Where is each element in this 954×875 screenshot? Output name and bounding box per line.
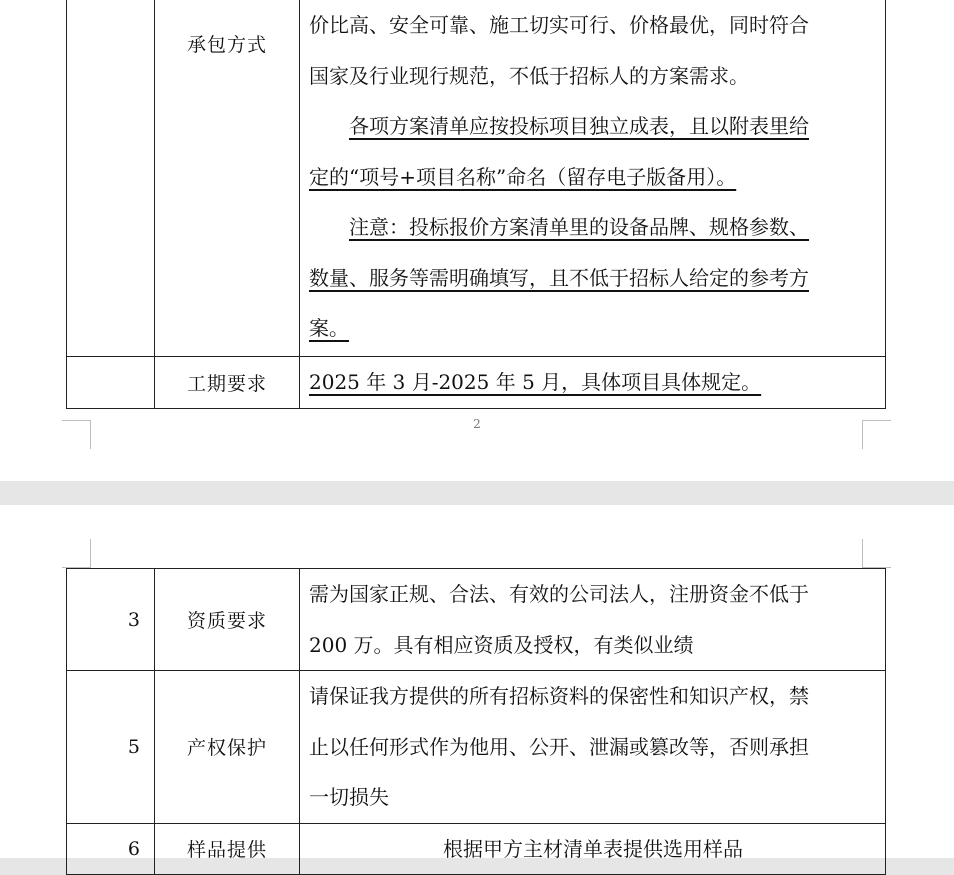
contract-line-2: 国家及行业现行规范，不低于招标人的方案需求。 (309, 63, 749, 88)
qualification-content (300, 569, 886, 671)
cell-empty-num-2 (67, 357, 155, 409)
contract-method-content (300, 0, 886, 357)
contract-para3-line-2: 数量、服务等需明确填写，且不低于招标人给定的参考方 (309, 265, 809, 290)
contract-para-2 (309, 101, 877, 152)
table-row (67, 671, 886, 824)
row-number: 3 (67, 569, 155, 671)
table-row-contract (67, 0, 886, 357)
qualification-line-1: 需为国家正规、合法、有效的公司法人，注册资金不低于 (309, 582, 809, 606)
label-samples: 样品提供 (155, 823, 300, 875)
table-row (67, 569, 886, 671)
ip-protection-content (300, 671, 886, 824)
page-corner-mark (862, 539, 891, 568)
contract-para2-line-2: 定的“项号+项目名称”命名（留存电子版备用）。 (309, 164, 737, 189)
ip-line-3: 一切损失 (309, 785, 389, 809)
qualification-line-2: 200 万。具有相应资质及授权，有类似业绩 (309, 632, 694, 657)
contract-para3-line-3: 案。 (309, 316, 349, 340)
label-ip-protection: 产权保护 (155, 671, 300, 824)
label-contract-method: 承包方式 (155, 0, 300, 357)
label-qualification: 资质要求 (155, 569, 300, 671)
samples-content: 根据甲方主材清单表提供选用样品 (300, 823, 886, 875)
construction-period-content (300, 357, 886, 409)
requirements-table (66, 568, 886, 875)
page-corner-mark (62, 539, 91, 568)
contract-para3-line-1: 注意：投标报价方案清单里的设备品牌、规格参数、 (349, 215, 809, 239)
contract-para-3b (309, 253, 877, 304)
document-page-2 (0, 505, 954, 862)
ip-line-1: 请保证我方提供的所有招标资料的保密性和知识产权，禁 (309, 684, 809, 708)
contract-para-3 (309, 202, 877, 253)
cell-empty-num (67, 0, 155, 357)
contract-para-3c (309, 303, 877, 354)
requirements-table-continued (66, 0, 886, 409)
ip-line-2: 止以任何形式作为他用、公开、泄漏或篡改等，否则承担 (309, 734, 809, 759)
construction-period-text: 2025 年 3 月-2025 年 5 月，具体项目具体规定。 (309, 370, 762, 394)
page-number: 2 (473, 417, 481, 431)
table-row (67, 823, 886, 875)
contract-para2-line-1: 各项方案清单应按投标项目独立成表，且以附表里给 (349, 114, 809, 138)
row-number: 5 (67, 671, 155, 824)
table-row-period (67, 357, 886, 409)
row-number: 6 (67, 823, 155, 875)
contract-para-2b (309, 152, 877, 203)
contract-line-1: 价比高、安全可靠、施工切实可行、价格最优，同时符合 (309, 13, 809, 37)
label-construction-period: 工期要求 (155, 357, 300, 409)
